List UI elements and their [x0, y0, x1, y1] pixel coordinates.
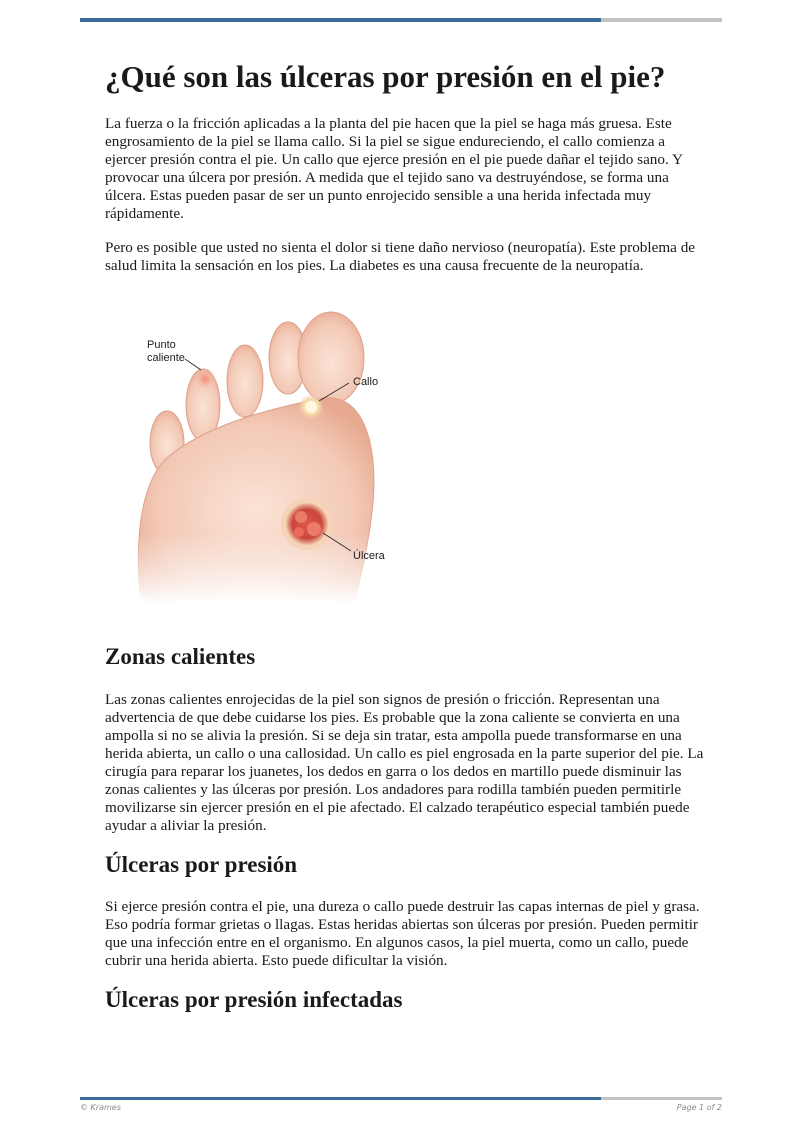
top-rule-grey [601, 18, 722, 22]
section-text-hotspots: Las zonas calientes enrojecidas de la piel son signos de presión o fricción. Representan una advertencia de que debe cuidarse los pies. Es probable que la zona caliente se convierta en una ampolla si no se alivia la presión. Si se deja sin tratar, esta ampolla puede transformarse en una herida abierta, un callo o una callosidad. Un callo es piel engrosada en la parte superior del pie. La cirugía para reparar los juanetes, los dedos en garra o los dedos en martillo puede disminuir las zonas calientes y las úlceras por presión. Los andadores para rodilla también pueden permitirle movilizarse sin ejercer presión en el pie afectado. El calzado terapéutico especial también puede ayudar a aliviar la presión. [105, 690, 704, 834]
hotspot-label-line2: caliente [147, 352, 185, 365]
intro-paragraph-1: La fuerza o la fricción aplicadas a la planta del pie hacen que la piel se haga más gruesa. Este engrosamiento de la piel se llama callo. Si la piel se sigue endureciendo, el callo comienza a ejercer presión contra el pie. Un callo que ejerce presión en el pie puede dañar el tejido sano. Y provocar una úlcera por presión. A medida que el tejido sano va destruyéndose, se forma una úlcera. Estas pueden pasar de ser un punto enrojecido sensible a una herida infectada muy rápidamente. [105, 115, 683, 223]
intro-paragraph-2: Pero es posible que usted no sienta el dolor si tiene daño nervioso (neuropatía). Este problema de salud limita la sensación en los pies. La diabetes es una causa frecuente de la neuropatía. [105, 239, 696, 275]
document-body [105, 58, 705, 1034]
bottom-rule-grey [601, 1097, 722, 1100]
footer-copyright: © Krames [80, 1103, 121, 1112]
big-toe [298, 312, 364, 404]
callus-center [305, 401, 317, 413]
foot-illustration [123, 303, 423, 603]
section-heading-pressure-ulcers: Úlceras por presión [105, 851, 298, 877]
hotspot-mark [193, 367, 217, 391]
top-rule-blue [80, 18, 601, 22]
section-text-pressure-ulcers: Si ejerce presión contra el pie, una dureza o callo puede destruir las capas internas de piel y grasa. Eso podría formar grietas o llagas. Estas heridas abiertas son úlceras por presión. Pueden permitir que una infección entre en el organismo. En algunos casos, la piel muerta, como un callo, puede cubrir una herida abierta. Esto puede dificultar la visión. [105, 898, 700, 970]
toe-3 [227, 345, 263, 417]
top-rule [80, 18, 722, 22]
hotspot-label-line1: Punto [147, 339, 176, 352]
bottom-rule-blue [80, 1097, 601, 1100]
ulcer-mark [286, 503, 328, 545]
bottom-rule [80, 1097, 722, 1100]
section-heading-infected-ulcers: Úlceras por presión infectadas [105, 987, 403, 1013]
ulcer-granule-3 [294, 527, 304, 537]
callus-label: Callo [353, 376, 379, 389]
footer-page-number: Page 1 of 2 [676, 1103, 722, 1112]
ulcer-granule-1 [295, 511, 307, 523]
ulcer-label: Úlcera [353, 550, 385, 563]
sole-fade [123, 533, 423, 603]
section-heading-hotspots: Zonas calientes [105, 644, 256, 670]
page-title: ¿Qué son las úlceras por presión en el pie? [105, 59, 666, 94]
ulcer-granule-2 [307, 522, 321, 536]
hotspot-leader [185, 359, 201, 370]
foot-illustration-svg [123, 303, 423, 603]
